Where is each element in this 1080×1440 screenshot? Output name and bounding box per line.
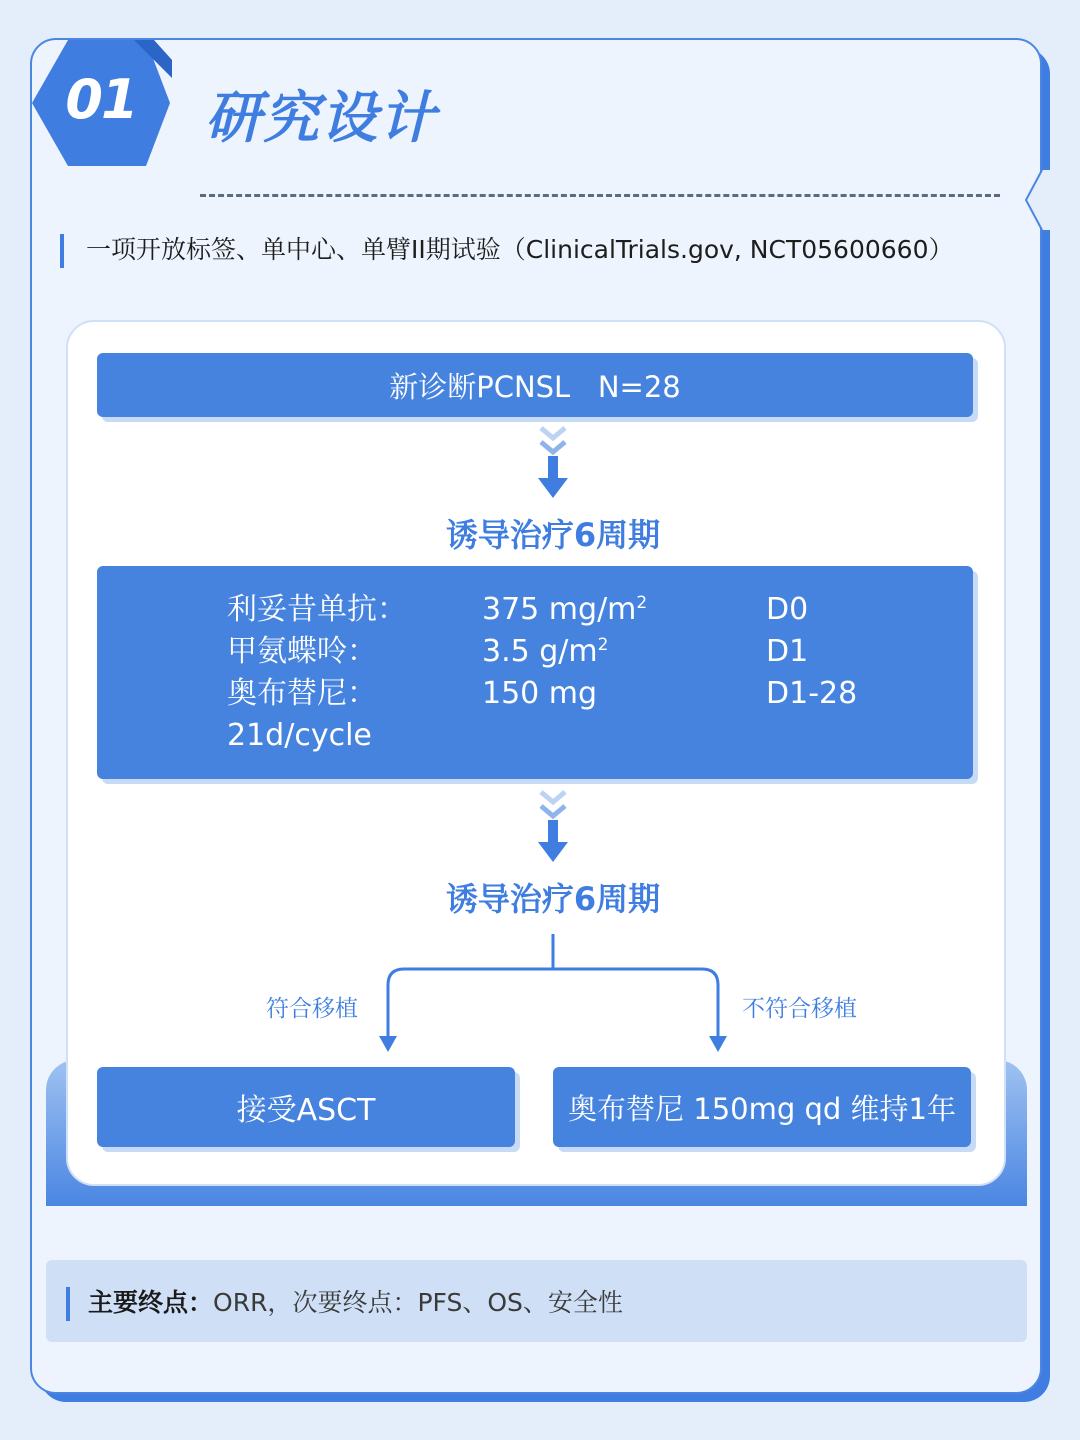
regimen-dose: 3.5 $g/m^2$ — [482, 634, 609, 669]
section-number: 01 — [65, 67, 137, 131]
induction-label-1: 诱导治疗6周期 — [445, 516, 661, 554]
regimen-drug: 甲氨蝶呤： — [227, 634, 377, 669]
down-arrow-icon — [538, 428, 568, 498]
regimen-drug: 奥布替尼： — [227, 676, 377, 711]
down-arrow-icon — [538, 792, 568, 862]
maintenance-box: 奥布替尼 150mg qd 维持1年 — [553, 1067, 971, 1147]
secondary-endpoint-value: PFS、OS、安全性 — [417, 1288, 623, 1317]
regimen-day: D1 — [766, 634, 809, 669]
primary-endpoint-label: 主要终点： — [88, 1288, 214, 1317]
primary-endpoint-value: ORR， — [213, 1288, 293, 1317]
endpoints-accent-bar — [66, 1287, 70, 1321]
section-title: 研究设计 — [205, 86, 437, 151]
secondary-endpoint-label: 次要终点： — [292, 1288, 418, 1317]
regimen-day: D0 — [766, 592, 809, 627]
regimen-drug: 利妥昔单抗： — [227, 592, 407, 627]
regimen-dose: 150 mg — [482, 676, 598, 711]
regimen-day: D1-28 — [766, 676, 858, 711]
endpoints-text — [88, 1283, 623, 1323]
branch-connector — [379, 934, 727, 1052]
induction-label-2: 诱导治疗6周期 — [445, 880, 661, 918]
regimen-box — [97, 566, 973, 779]
asct-box: 接受ASCT — [97, 1067, 515, 1147]
population-box: 新诊断PCNSL N=28 — [97, 353, 973, 417]
regimen-dose: 375 $mg/m^2$ — [482, 592, 648, 627]
branch-label-ineligible: 不符合移植 — [742, 996, 857, 1022]
study-description: 一项开放标签、单中心、单臂II期试验（ClinicalTrials.gov, NCT05600660） — [86, 235, 954, 264]
regimen-cycle: 21d/cycle — [227, 718, 372, 753]
branch-label-eligible: 符合移植 — [266, 996, 358, 1022]
